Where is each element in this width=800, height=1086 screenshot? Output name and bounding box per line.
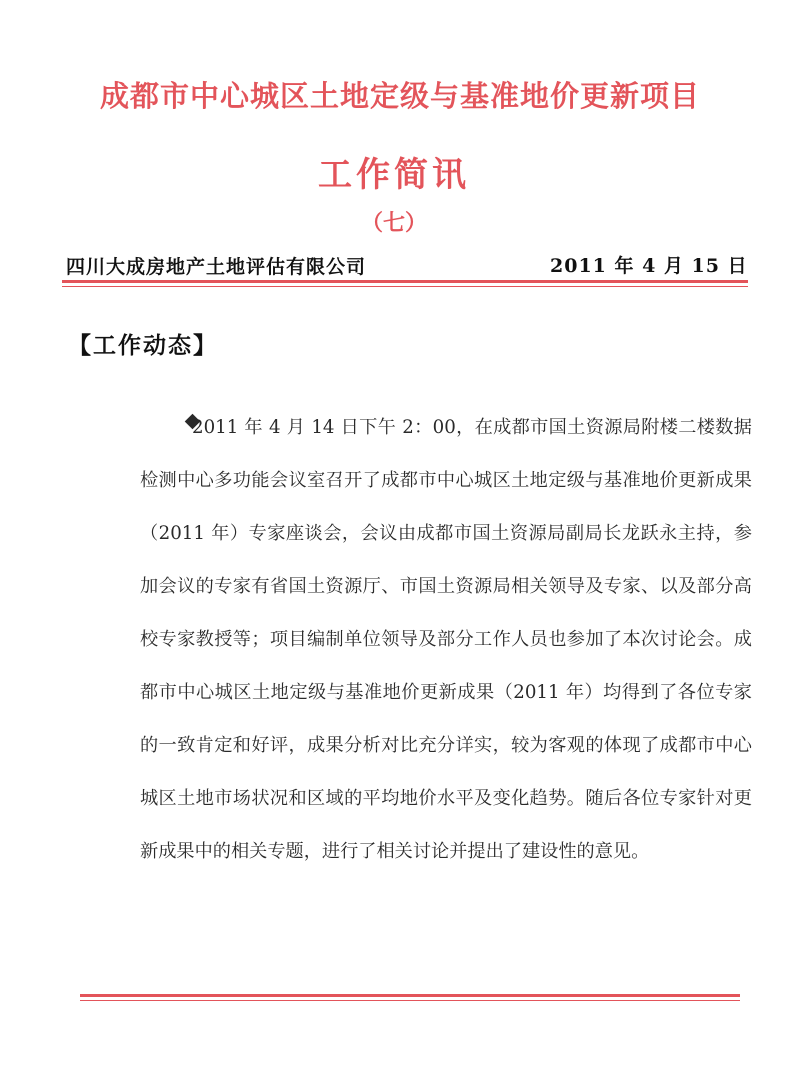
issue-number: （七） — [360, 211, 427, 236]
footer-divider-thin — [80, 1000, 740, 1001]
organization-name: 四川大成房地产土地评估有限公司 — [66, 256, 367, 278]
section-heading: 【工作动态】 — [68, 333, 218, 359]
issue-date: 2011 年 4 月 15 日 — [550, 255, 748, 277]
footer-divider-thick — [80, 994, 740, 997]
header-divider-thin — [62, 286, 748, 287]
newsletter-title: 工作简讯 — [318, 155, 470, 195]
header-divider-thick — [62, 280, 748, 283]
news-paragraph: 2011 年 4 月 14 日下午 2：00，在成都市国土资源局附楼二楼数据检测中心多功能会议室召开了成都市中心城区土地定级与基准地价更新成果（2011 年）专家座谈会，会议由成都市国土资源局副局长龙跃永主持，参加会议的专家有省国土资源厅、市国土资源局相关领导及专家、以及部分高校专家教授等；项目编制单位领导及部分工作人员也参加了本次讨论会。成都市中心城区土地定级与基准地价更新成果（2011 年）均得到了各位专家的一致肯定和好评，成果分析对比充分详实，较为客观的体现了成都市中心城区土地市场状况和区域的平均地价水平及变化趋势。随后各位专家针对更新成果中的相关专题，进行了相关讨论并提出了建设性的意见。 — [140, 417, 752, 862]
newsletter-project-title: 成都市中心城区土地定级与基准地价更新项目 — [99, 79, 700, 113]
